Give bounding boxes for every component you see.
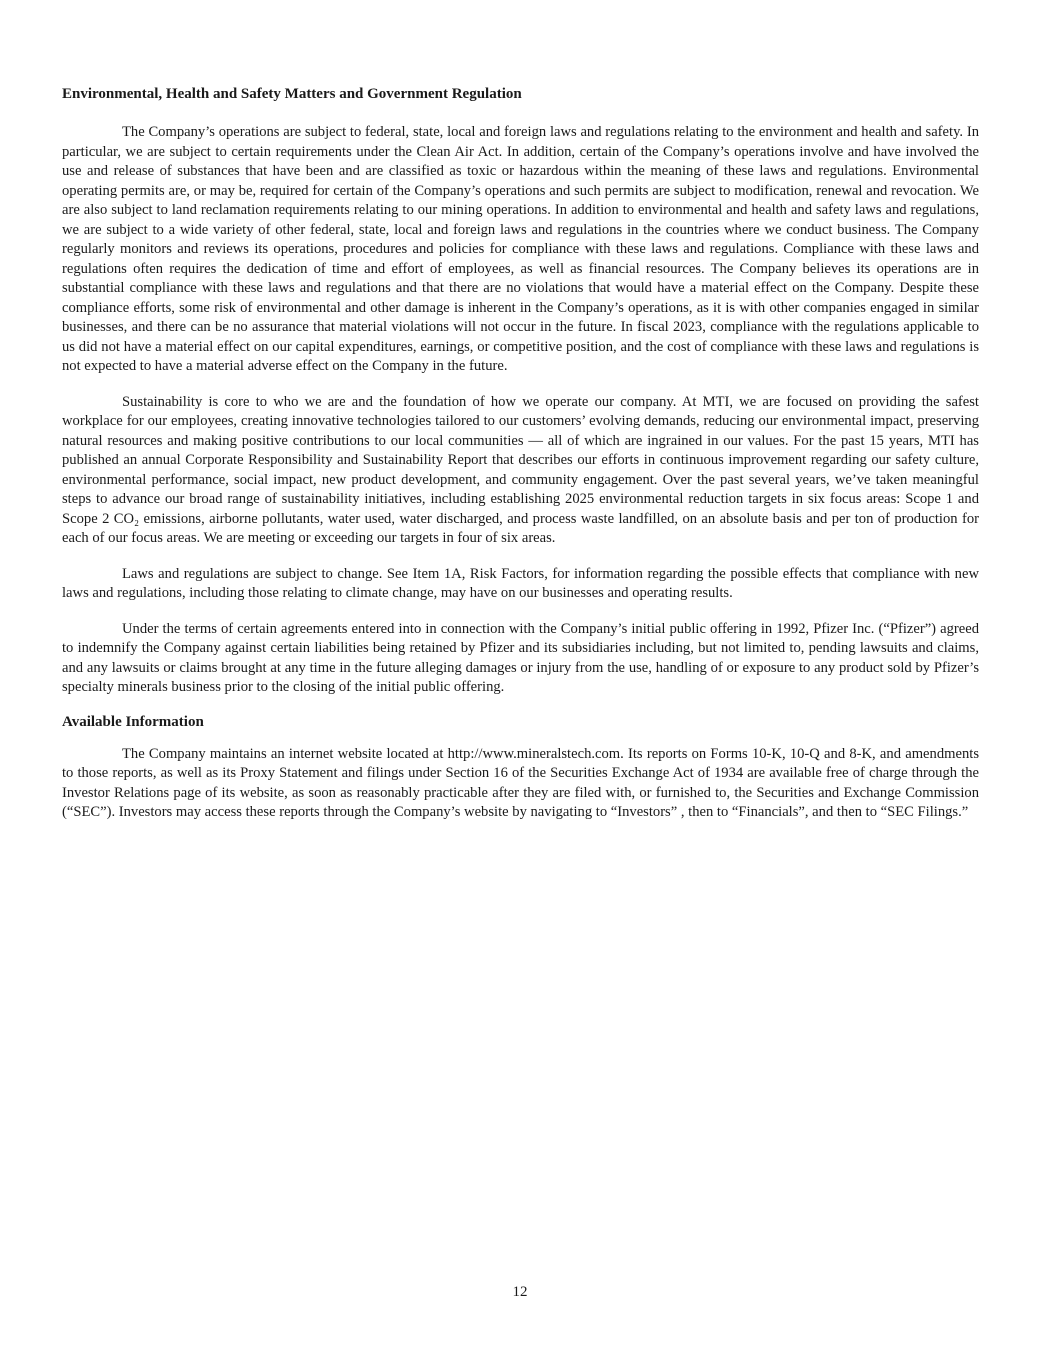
paragraph-pfizer-indemnification: Under the terms of certain agreements entered into in connection with the Company’s initial public offering in 1992, Pfizer Inc. (“Pfizer”) agreed to indemnify the Company against certain liabilities being retained by Pfizer and its subsidiaries including, but not limited to, pending lawsuits and claims, and any lawsuits or claims brought at any time in the future alleging damages or injury from the use, handling of or exposure to any product sold by Pfizer’s specialty minerals business prior to the closing of the initial public offering. (62, 620, 979, 695)
paragraph-available-information: The Company maintains an internet website located at http://www.mineralstech.com. Its reports on Forms 10-K, 10-Q and 8-K, and amendments to those reports, as well as its Proxy Statement and filings under Section 16 of the Securities Exchange Act of 1934 are available free of charge through the Investor Relations page of its website, as soon as reasonably practicable after they are filed with, or furnished to, the Securities and Exchange Commission (“SEC”). Investors may access these reports through the Company’s website by navigating to “Investors” , then to “Financials”, and then to “SEC Filings.” (62, 745, 979, 820)
paragraph-laws-change: Laws and regulations are subject to change. See Item 1A, Risk Factors, for information regarding the possible effects that compliance with new laws and regulations, including those relating to climate change, may have on our businesses and operating results. (62, 565, 979, 601)
paragraph-sustainability: Sustainability is core to who we are and the foundation of how we operate our company. At MTI, we are focused on providing the safest workplace for our employees, creating innovative technologies tailored to our customers’ evolving demands, reducing our environmental impact, preserving natural resources and making positive contributions to our local communities — all of which are ingrained in our values. For the past 15 years, MTI has published an annual Corporate Responsibility and Sustainability Report that describes our efforts in continuous improvement regarding our safety culture, environmental performance, social impact, new product development, and community engagement. Over the past several years, we’ve taken meaningful steps to advance our broad range of sustainability initiatives, including establishing 2025 environmental reduction targets in six focus areas: Scope 1 and Scope 2 CO₂ emissions, airborne pollutants, water used, water discharged, and process waste landfilled, on an absolute basis and per ton of production for each of our focus areas. We are meeting or exceeding our targets in four of six areas. (62, 393, 979, 546)
document-page (62, 84, 979, 823)
page-number: 12 (512, 1284, 528, 1300)
section-heading-environmental: Environmental, Health and Safety Matters and Government Regulation (62, 86, 522, 102)
paragraph-environmental-compliance: The Company’s operations are subject to federal, state, local and foreign laws and regulations relating to the environment and health and safety. In particular, we are subject to certain requirements under the Clean Air Act. In addition, certain of the Company’s operations involve and have involved the use and release of substances that have been and are classified as toxic or hazardous within the meaning of these laws and regulations. Environmental operating permits are, or may be, required for certain of the Company’s operations and such permits are subject to modification, renewal and revocation. We are also subject to land reclamation requirements relating to our mining operations. In addition to environmental and health and safety laws and regulations, we are subject to a wide variety of other federal, state, local and foreign laws and regulations in the countries where we conduct business. The Company regularly monitors and reviews its operations, procedures and policies for compliance with these laws and regulations. Compliance with these laws and regulations often requires the dedication of time and effort of employees, as well as financial resources. The Company believes its operations are in substantial compliance with these laws and regulations and that there are no violations that would have a material effect on the Company. Despite these compliance efforts, some risk of environmental and other damage is inherent in the Company’s operations, as it is with other companies engaged in similar businesses, and there can be no assurance that material violations will not occur in the future. In fiscal 2023, compliance with the regulations applicable to us did not have a material effect on our capital expenditures, earnings, or competitive position, and the cost of compliance with these laws and regulations is not expected to have a material adverse effect on the Company in the future. (62, 124, 979, 374)
section-heading-available-information: Available Information (62, 713, 204, 730)
